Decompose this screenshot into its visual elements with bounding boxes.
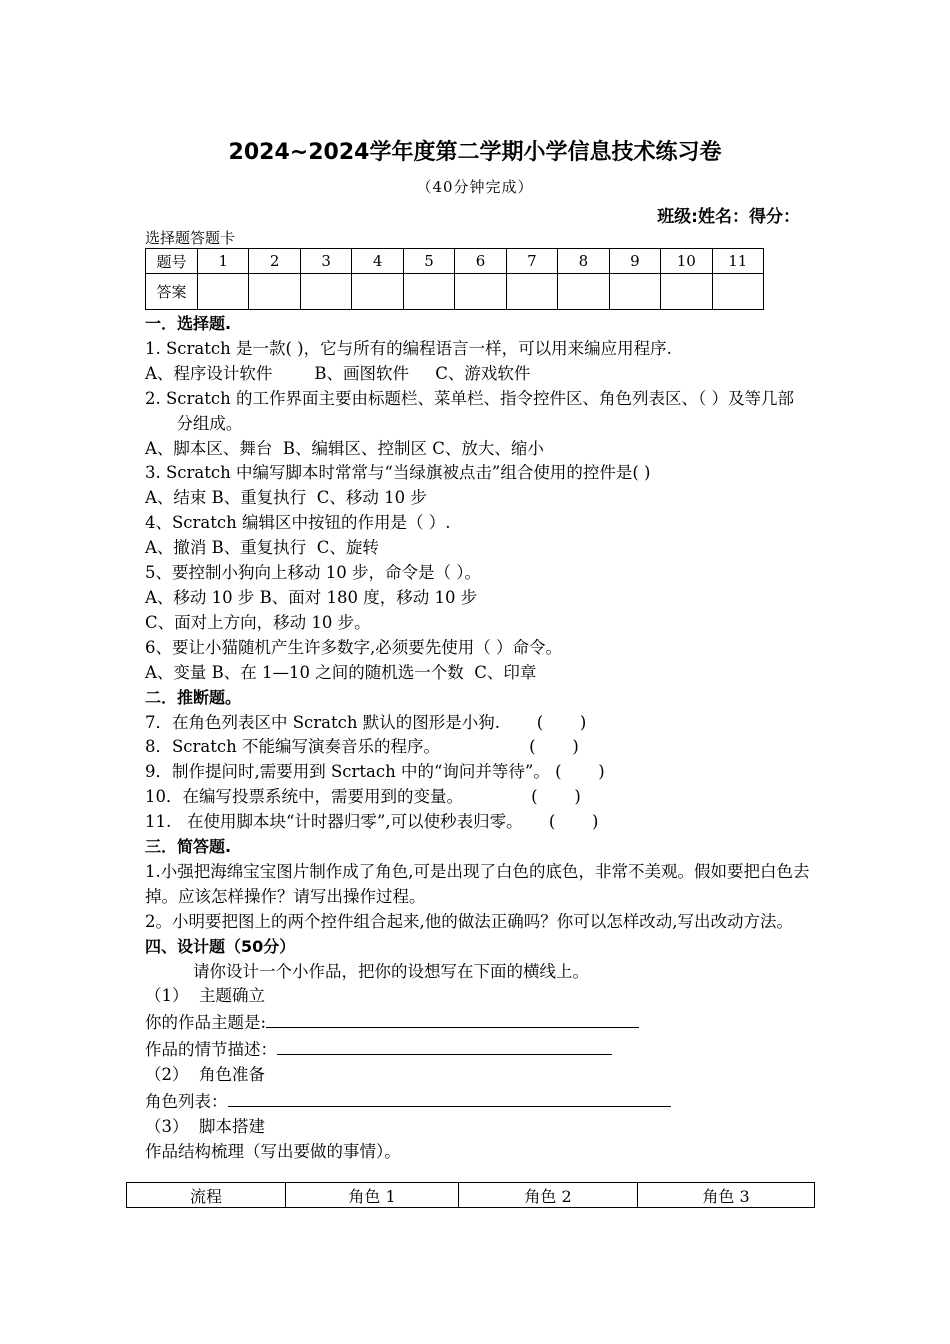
short-answer-question: 2。小明要把图上的两个控件组合起来,他的做法正确吗？你可以怎样改动,写出改动方法。 <box>145 911 793 931</box>
answer-cell[interactable] <box>352 274 403 310</box>
flow-table-header: 流程 <box>127 1183 286 1208</box>
question-line: 3. Scratch 中编写脚本时常常与“当绿旗被点击”组合使用的控件是( ) <box>145 463 651 483</box>
option-line: A、脚本区、舞台 B、编辑区、控制区 C、放大、缩小 <box>145 438 544 458</box>
answer-card-number: 2 <box>249 249 300 274</box>
option-line: A、结束 B、重复执行 C、移动 10 步 <box>145 488 427 508</box>
answer-card-row-header: 题号 <box>146 249 198 274</box>
answer-cell[interactable] <box>558 274 609 310</box>
class-name-score-line: 班级:姓名：得分： <box>657 207 800 227</box>
option-line: A、移动 10 步 B、面对 180 度，移动 10 步 <box>145 587 478 607</box>
answer-cell[interactable] <box>300 274 351 310</box>
section-heading-judge: 二．推断题。 <box>145 687 242 707</box>
answer-card-number: 5 <box>403 249 454 274</box>
design-item-heading: （3） 脚本搭建 <box>145 1117 265 1136</box>
roles-blank[interactable] <box>228 1088 671 1107</box>
answer-cell[interactable] <box>609 274 660 310</box>
question-line: 4、Scratch 编辑区中按钮的作用是（ ）. <box>145 513 451 533</box>
flow-table-header-row <box>127 1183 815 1208</box>
theme-label: 你的作品主题是: <box>145 1013 267 1033</box>
answer-card-number: 6 <box>455 249 506 274</box>
design-intro: 请你设计一个小作品，把你的设想写在下面的横线上。 <box>193 961 589 981</box>
plot-label: 作品的情节描述： <box>145 1040 277 1060</box>
flow-table-header: 角色 2 <box>459 1183 638 1208</box>
section-heading-design: 四、设计题（50分） <box>145 936 296 956</box>
page-subtitle: （40分钟完成） <box>416 178 534 196</box>
answer-card-number: 1 <box>198 249 249 274</box>
answer-card-number: 11 <box>712 249 763 274</box>
plot-line <box>145 1036 810 1063</box>
answer-card-answer-row <box>146 274 764 310</box>
answer-card-number: 9 <box>609 249 660 274</box>
theme-blank[interactable] <box>266 1009 639 1028</box>
flow-table-header: 角色 1 <box>286 1183 459 1208</box>
question-line: 6、要让小猫随机产生许多数字,必须要先使用（ ）命令。 <box>145 637 562 657</box>
option-line: A、撤消 B、重复执行 C、旋转 <box>145 538 379 558</box>
answer-cell[interactable] <box>249 274 300 310</box>
question-line: 2. Scratch 的工作界面主要由标题栏、菜单栏、指令控件区、角色列表区、（ ）及等几部分组成。 <box>145 388 794 433</box>
short-answer-question: 1.小强把海绵宝宝图片制作成了角色,可是出现了白色的底色，非常不美观。假如要把白色去掉。应该怎样操作？请写出操作过程。 <box>145 861 810 906</box>
answer-card-number: 8 <box>558 249 609 274</box>
answer-card-label: 选择题答题卡 <box>145 229 236 247</box>
theme-line <box>145 1009 810 1036</box>
question-line: 5、要控制小狗向上移动 10 步，命令是（ ）。 <box>145 563 481 583</box>
answer-cell[interactable] <box>455 274 506 310</box>
answer-cell[interactable] <box>661 274 712 310</box>
answer-card-number: 7 <box>506 249 557 274</box>
flow-table-header: 角色 3 <box>638 1183 815 1208</box>
judge-question: 9．制作提问时,需要用到 Scrtach 中的“询问并等待”。 ( ) <box>145 762 605 782</box>
structure-label: 作品结构梳理（写出要做的事情）。 <box>145 1141 401 1161</box>
answer-cell[interactable] <box>712 274 763 310</box>
answer-card-number: 3 <box>300 249 351 274</box>
design-item-heading: （2） 角色准备 <box>145 1065 265 1085</box>
answer-card-number: 10 <box>661 249 712 274</box>
roles-label: 角色列表： <box>145 1092 228 1112</box>
answer-card-number: 4 <box>352 249 403 274</box>
option-line: C、面对上方向，移动 10 步。 <box>145 612 371 632</box>
judge-question: 8．Scratch 不能编写演奏音乐的程序。 ( ) <box>145 737 579 757</box>
answer-card-row-header: 答案 <box>146 274 198 310</box>
judge-question: 7．在角色列表区中 Scratch 默认的图形是小狗. ( ) <box>145 712 587 732</box>
plot-blank[interactable] <box>277 1036 612 1055</box>
roles-line <box>145 1088 810 1115</box>
exam-content <box>145 312 810 1165</box>
flow-table <box>126 1182 815 1208</box>
answer-card-table <box>145 248 764 310</box>
answer-cell[interactable] <box>198 274 249 310</box>
option-line: A、变量 B、在 1—10 之间的随机选一个数 C、印章 <box>145 662 537 682</box>
answer-cell[interactable] <box>506 274 557 310</box>
option-line: A、程序设计软件 B、画图软件 C、游戏软件 <box>145 363 531 383</box>
page-title: 2024~2024学年度第二学期小学信息技术练习卷 <box>228 140 722 165</box>
design-item-heading: （1） 主题确立 <box>145 986 265 1006</box>
answer-cell[interactable] <box>403 274 454 310</box>
judge-question: 10．在编写投票系统中，需要用到的变量。 ( ) <box>145 787 581 807</box>
section-heading-short-answer: 三．简答题. <box>145 837 232 857</box>
section-heading-choice: 一．选择题. <box>145 314 232 333</box>
answer-card-number-row <box>146 249 764 274</box>
judge-question: 11. 在使用脚本块“计时器归零”,可以使秒表归零。 ( ) <box>145 812 599 832</box>
question-line: 1. Scratch 是一款( )，它与所有的编程语言一样，可以用来编应用程序. <box>145 338 672 358</box>
